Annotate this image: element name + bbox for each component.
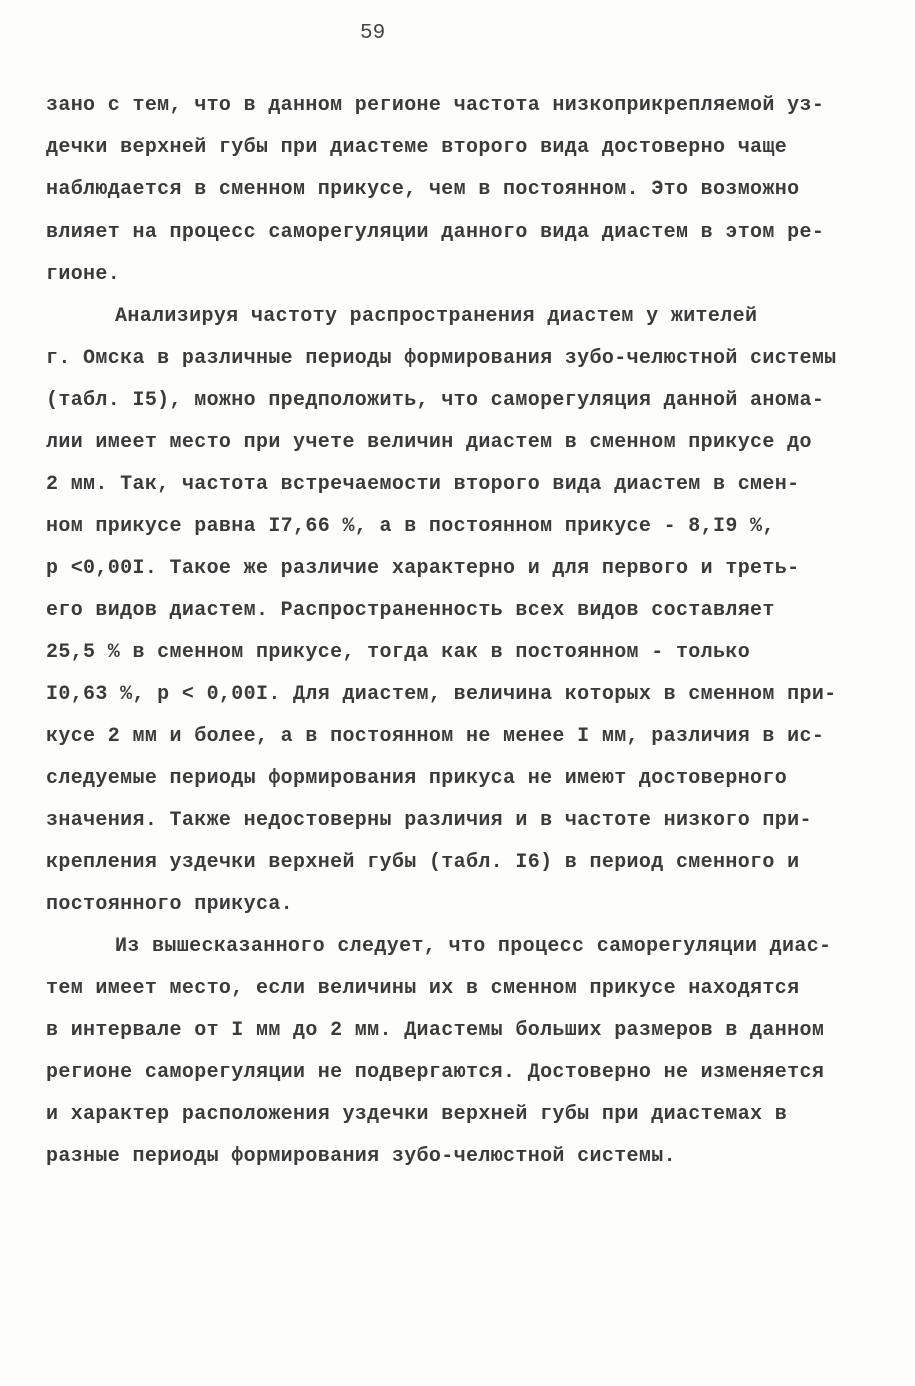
text-line: следуемые периоды формирования прикуса не имеют достоверного	[46, 767, 788, 790]
text-line: 25,5 % в сменном прикусе, тогда как в постоянном - только	[46, 641, 751, 664]
text-line: и характер расположения уздечки верхней губы при диастемах в	[46, 1103, 788, 1126]
text-line: влияет на процесс саморегуляции данного вида диастем в этом ре-	[46, 221, 825, 244]
text-line: его видов диастем. Распространенность всех видов составляет	[46, 599, 775, 622]
text-line: Анализируя частоту распространения диастем у жителей	[115, 305, 758, 328]
text-line: зано с тем, что в данном регионе частота низкоприкрепляемой уз-	[46, 94, 825, 117]
text-line: значения. Также недостоверны различия и в частоте низкого при-	[46, 809, 812, 832]
text-line: тем имеет место, если величины их в сменном прикусе находятся	[46, 977, 800, 1000]
text-line: I0,63 %, р < 0,00I. Для диастем, величина которых в сменном при-	[46, 683, 837, 706]
text-line: в интервале от I мм до 2 мм. Диастемы больших размеров в данном	[46, 1019, 825, 1042]
text-line: наблюдается в сменном прикусе, чем в постоянном. Это возможно	[46, 178, 800, 201]
text-line: кусе 2 мм и более, а в постоянном не менее I мм, различия в ис-	[46, 725, 825, 748]
text-line: регионе саморегуляции не подвергаются. Достоверно не изменяется	[46, 1061, 825, 1084]
text-line: крепления уздечки верхней губы (табл. I6) в период сменного и	[46, 851, 800, 874]
text-line: р <0,00I. Такое же различие характерно и для первого и треть-	[46, 557, 800, 580]
text-line: 2 мм. Так, частота встречаемости второго вида диастем в смен-	[46, 473, 800, 496]
text-line: лии имеет место при учете величин диастем в сменном прикусе до	[46, 431, 812, 454]
text-line: разные периоды формирования зубо-челюстной системы.	[46, 1145, 676, 1168]
text-line: г. Омска в различные периоды формирования зубо-челюстной системы	[46, 347, 837, 370]
text-line: дечки верхней губы при диастеме второго вида достоверно чаще	[46, 136, 788, 159]
text-line: ном прикусе равна I7,66 %, а в постоянном прикусе - 8,I9 %,	[46, 515, 775, 538]
text-line: постоянного прикуса.	[46, 893, 294, 916]
text-line: гионе.	[46, 263, 121, 286]
page-number: 59	[360, 22, 386, 45]
text-line: (табл. I5), можно предположить, что саморегуляция данной анома-	[46, 389, 825, 412]
text-line: Из вышесказанного следует, что процесс саморегуляции диас-	[115, 935, 832, 958]
